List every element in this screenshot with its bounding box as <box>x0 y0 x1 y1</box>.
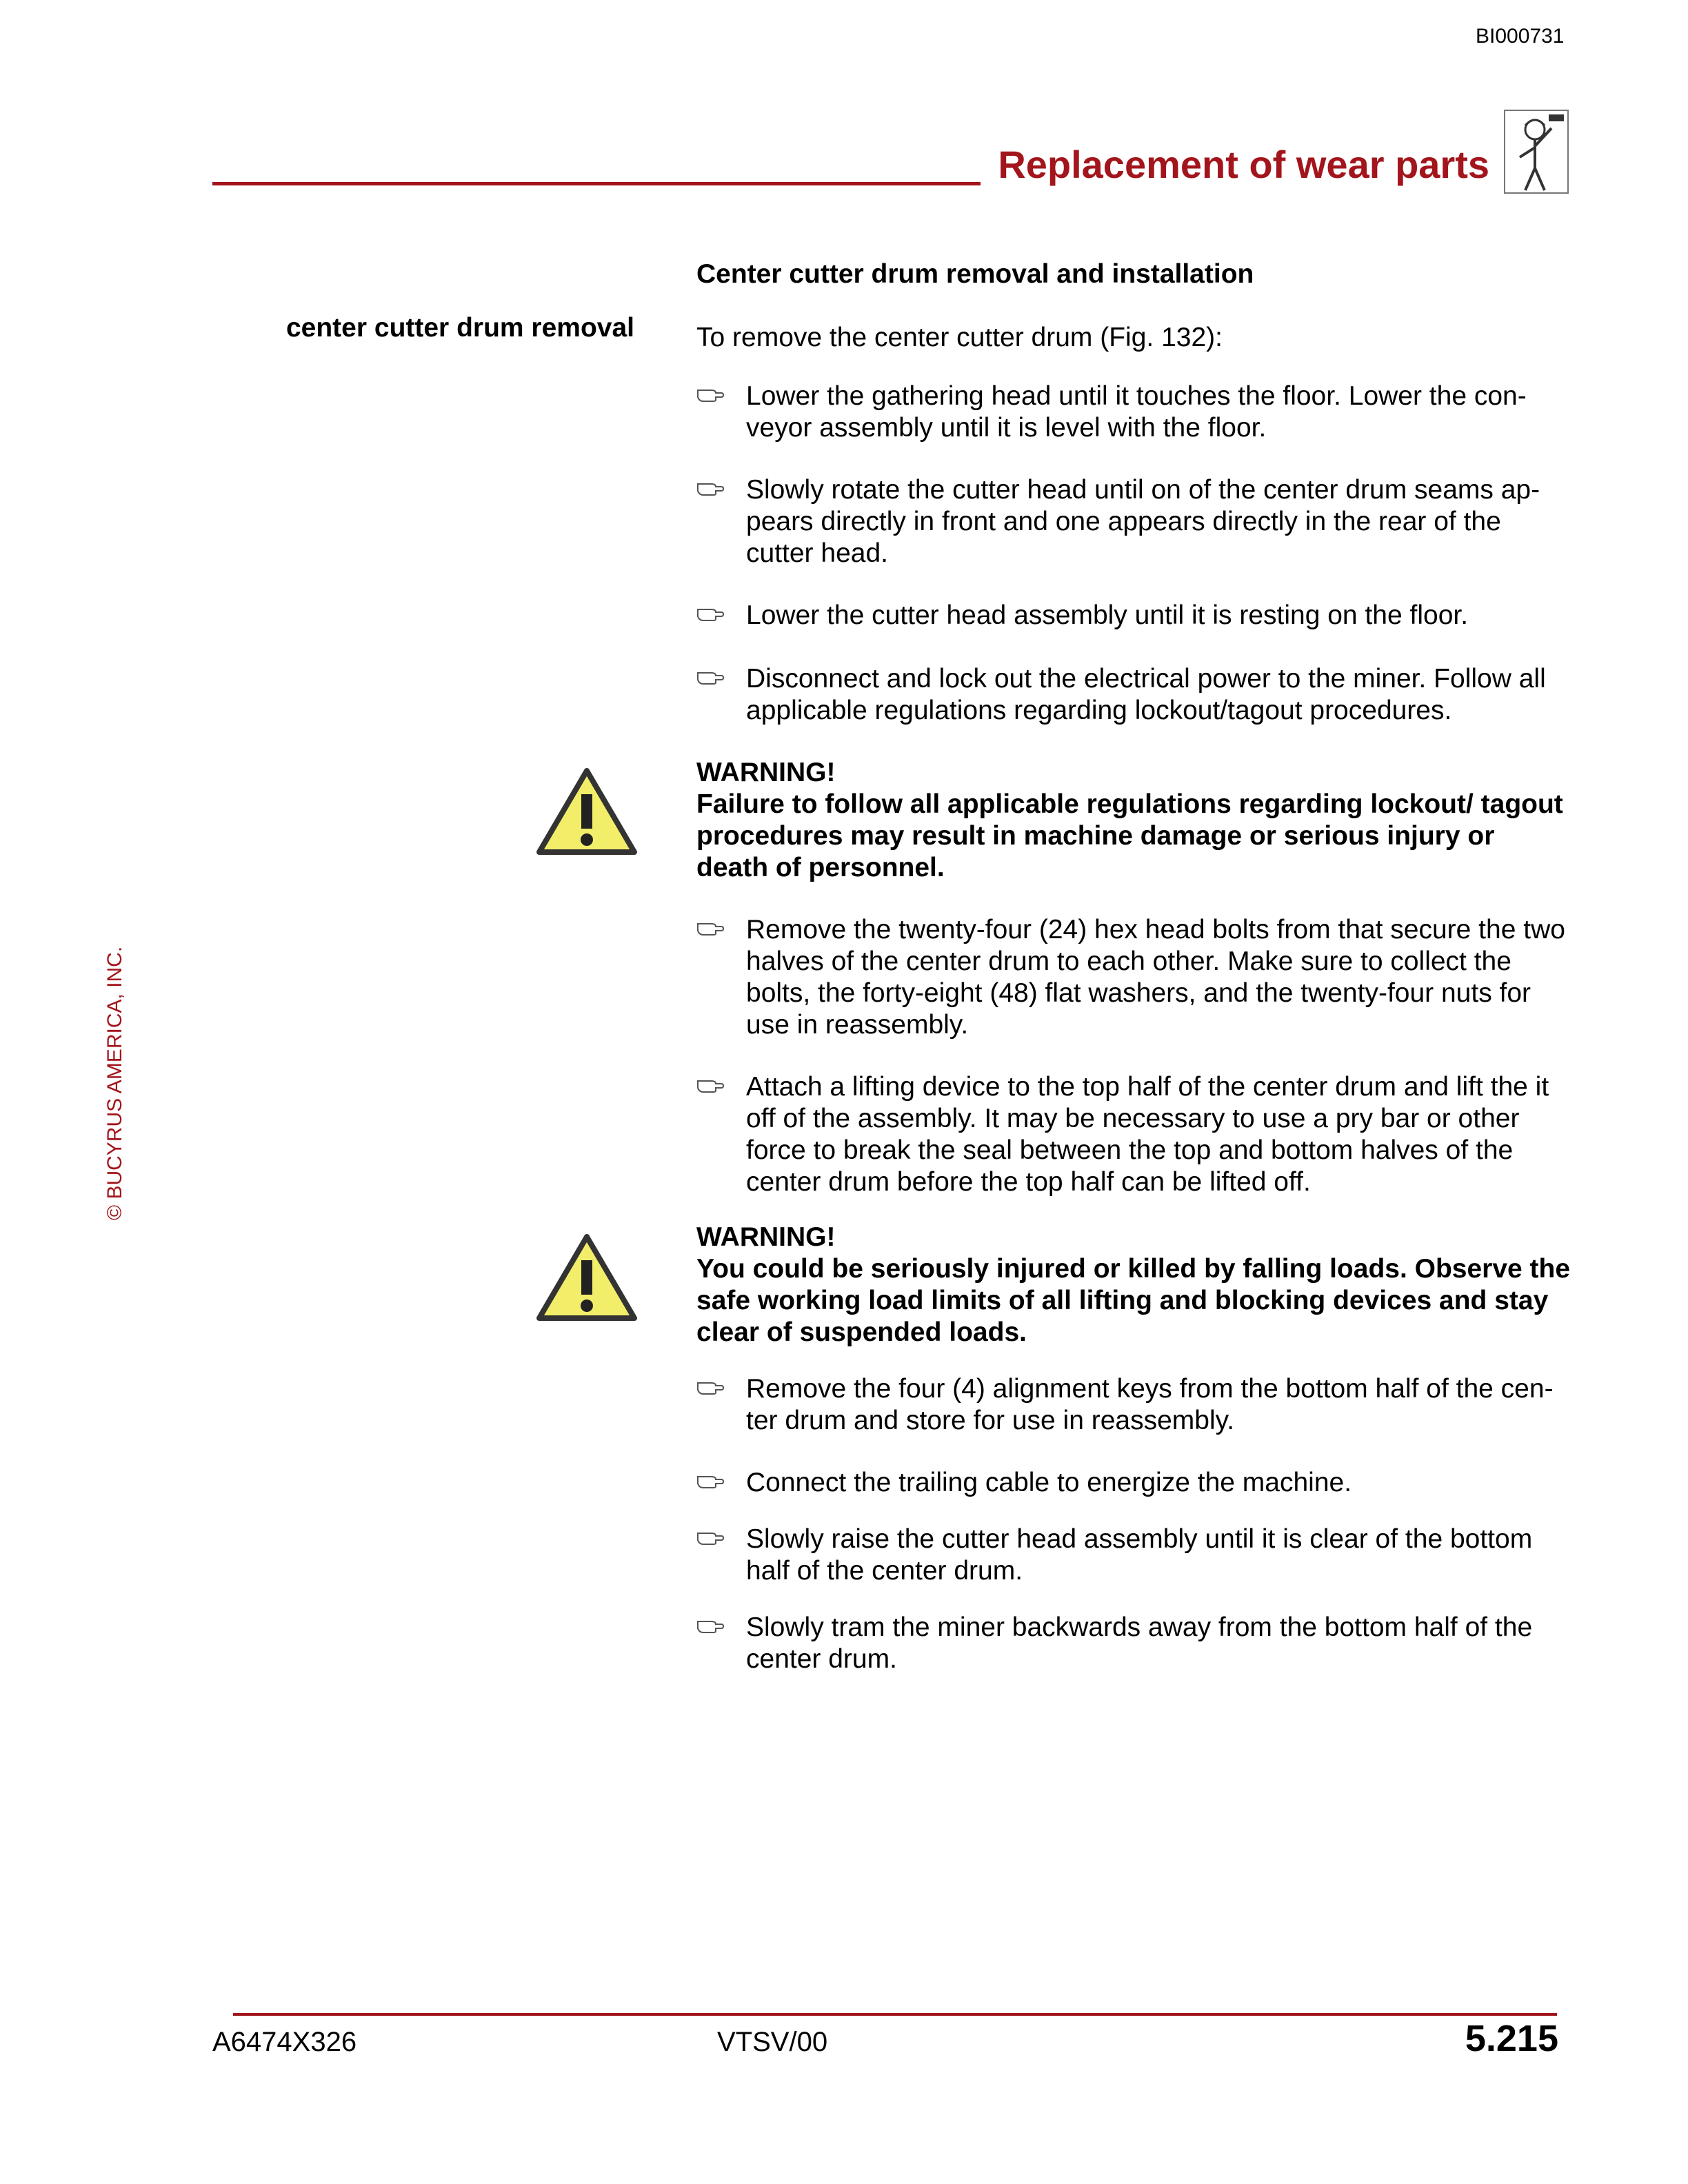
list-item <box>696 1612 1572 1675</box>
footer-rule <box>233 2013 1557 2016</box>
pointing-hand-icon <box>696 667 724 685</box>
warning-text: Failure to follow all applicable regulations regarding lockout/ tagout procedures may result in machine damage or serious injury or death of personnel. <box>696 789 1563 882</box>
title-rule <box>212 182 981 185</box>
pointing-hand-icon <box>696 1471 724 1489</box>
intro-text: To remove the center cutter drum (Fig. 132): <box>696 323 1223 352</box>
warning-text: You could be seriously injured or killed by falling loads. Observe the safe working load limits of all lifting and blocking devices and stay clear of suspended loads. <box>696 1254 1571 1347</box>
step-text: Remove the four (4) alignment keys from the bottom half of the cen-ter drum and store for use in reassembly. <box>746 1374 1554 1435</box>
list-item <box>696 1373 1572 1437</box>
footer-revision: VTSV/00 <box>717 2027 828 2057</box>
list-item <box>696 663 1572 727</box>
list-item <box>696 474 1572 569</box>
step-text: Slowly raise the cutter head assembly until it is clear of the bottom half of the center drum. <box>746 1524 1533 1586</box>
pointing-hand-icon <box>696 478 724 496</box>
warning-block <box>696 1222 1572 1348</box>
list-item <box>696 1467 1572 1499</box>
pointing-hand-icon <box>696 604 724 622</box>
pointing-hand-icon <box>696 918 724 936</box>
page-number: 5.215 <box>1465 2018 1558 2059</box>
document-id: BI000731 <box>1476 25 1565 48</box>
list-item <box>696 600 1572 631</box>
step-text: Connect the trailing cable to energize the machine. <box>746 1468 1352 1497</box>
mechanic-worker-icon <box>1503 105 1571 196</box>
step-text: Slowly tram the miner backwards away from the bottom half of the center drum. <box>746 1612 1533 1674</box>
step-text: Attach a lifting device to the top half of the center drum and lift the it off of the assembly. It may be necessary to use a pry bar or other force to break the seal between the top and bottom halves of the center drum before the top half can be lifted off. <box>746 1072 1549 1197</box>
step-text: Lower the gathering head until it touches the floor. Lower the con-veyor assembly until it is level with the floor. <box>746 381 1527 443</box>
warning-triangle-icon <box>535 767 639 856</box>
section-title: Center cutter drum removal and installation <box>696 259 1254 289</box>
list-item <box>696 1071 1572 1198</box>
step-text: Remove the twenty-four (24) hex head bolts from that secure the two halves of the center drum to each other. Make sure to collect the bolts, the forty-eight (48) flat washers, and the twenty-four nuts for use in reassembly. <box>746 915 1565 1040</box>
step-text: Lower the cutter head assembly until it is resting on the floor. <box>746 600 1469 630</box>
step-text: Slowly rotate the cutter head until on of the center drum seams ap-pears directly in front and one appears directly in the rear of the cutter head. <box>746 475 1540 568</box>
footer-doc-number: A6474X326 <box>212 2027 357 2057</box>
pointing-hand-icon <box>696 1377 724 1395</box>
step-text: Disconnect and lock out the electrical power to the miner. Follow all applicable regulations regarding lockout/tagout procedures. <box>746 664 1546 725</box>
list-item <box>696 914 1572 1041</box>
list-item <box>696 1524 1572 1587</box>
warning-heading: WARNING! <box>696 1222 836 1252</box>
pointing-hand-icon <box>696 385 724 403</box>
warning-block <box>696 757 1572 884</box>
pointing-hand-icon <box>696 1528 724 1546</box>
list-item <box>696 381 1572 444</box>
page-title: Replacement of wear parts <box>998 143 1489 186</box>
margin-heading: center cutter drum removal <box>285 313 634 343</box>
warning-triangle-icon <box>535 1233 639 1322</box>
pointing-hand-icon <box>696 1616 724 1634</box>
copyright-notice: © BUCYRUS AMERICA, INC. <box>103 946 126 1220</box>
warning-heading: WARNING! <box>696 758 836 787</box>
pointing-hand-icon <box>696 1075 724 1093</box>
